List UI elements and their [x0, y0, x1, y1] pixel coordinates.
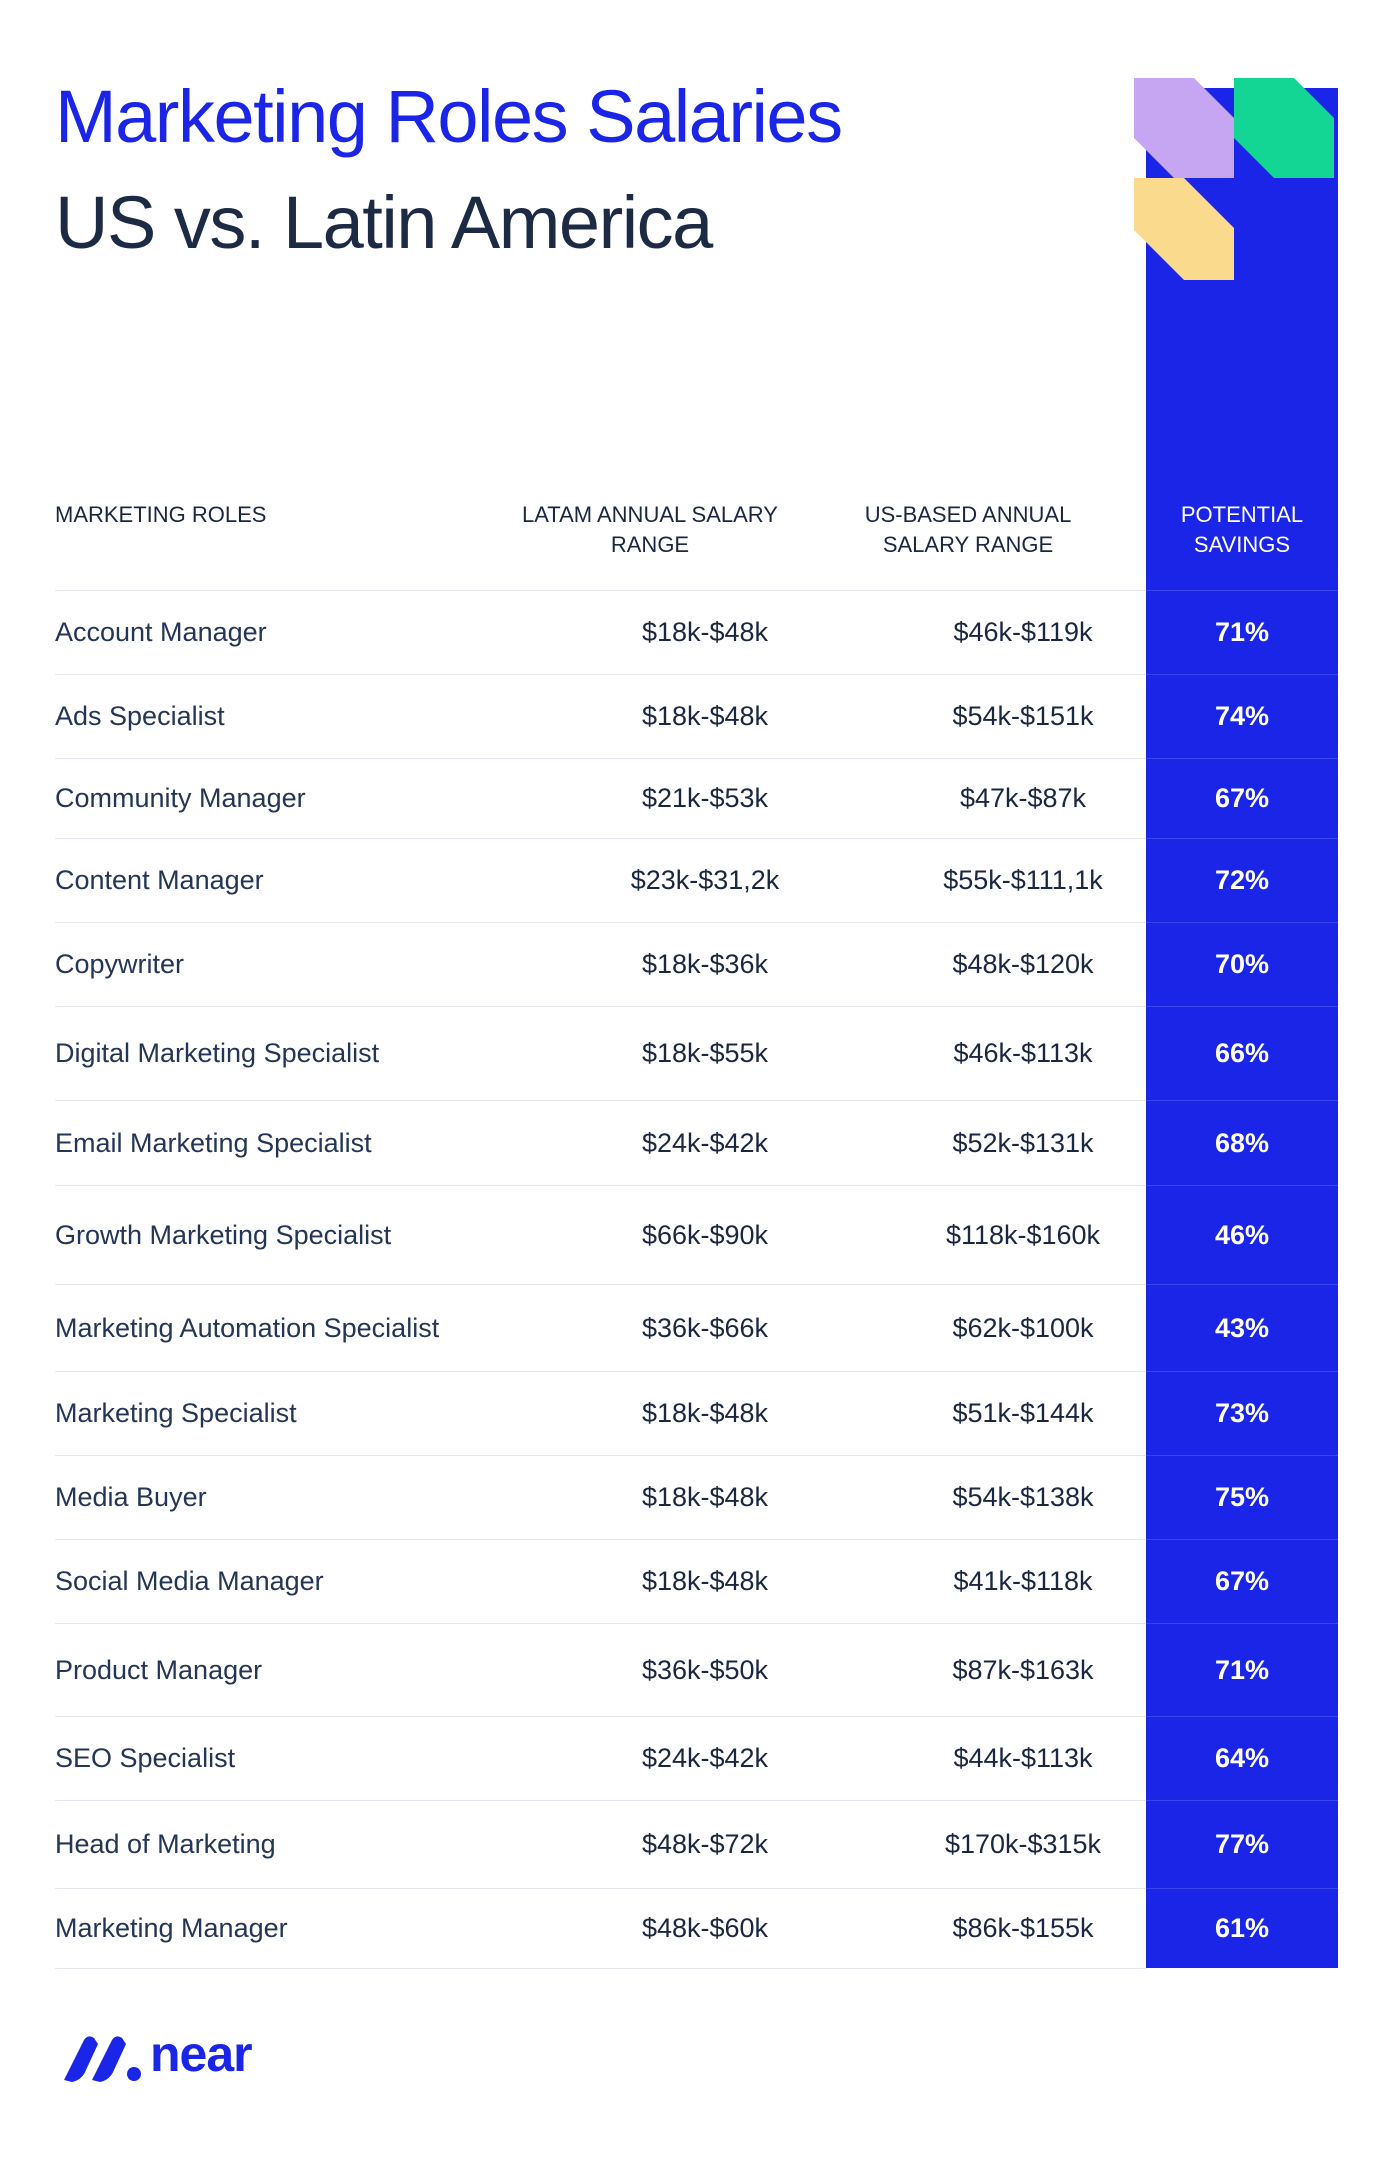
role-cell: Marketing Manager — [55, 1913, 288, 1943]
savings-row-divider — [1146, 1888, 1338, 1889]
savings-row-divider — [1146, 1539, 1338, 1540]
us-salary-cell: $46k-$113k — [953, 1038, 1093, 1068]
latam-salary-cell: $36k-$66k — [641, 1313, 769, 1343]
role-cell: Marketing Specialist — [55, 1398, 297, 1428]
latam-salary-cell: $24k-$42k — [641, 1743, 769, 1773]
purple-shape — [1134, 78, 1234, 178]
role-cell: Email Marketing Specialist — [55, 1128, 372, 1158]
table-bottom-divider — [55, 1968, 1146, 1969]
logo-text: near — [150, 2026, 252, 2082]
role-cell: Head of Marketing — [55, 1829, 276, 1859]
savings-cell: 74% — [1214, 701, 1270, 731]
table-row — [55, 1716, 1338, 1800]
savings-cell: 77% — [1214, 1829, 1270, 1859]
latam-salary-cell: $18k-$48k — [641, 701, 769, 731]
latam-salary-cell: $23k-$31,2k — [630, 865, 780, 895]
savings-row-divider — [1146, 1284, 1338, 1285]
table-row — [55, 1455, 1338, 1539]
table-row — [55, 1800, 1338, 1888]
us-salary-cell: $52k-$131k — [952, 1128, 1094, 1158]
savings-row-divider — [1146, 1100, 1338, 1101]
savings-row-divider — [1146, 922, 1338, 923]
table-row — [55, 1539, 1338, 1623]
table-row — [55, 674, 1338, 758]
savings-row-divider — [1146, 1185, 1338, 1186]
column-header-savings: POTENTIAL SAVINGS — [1180, 502, 1304, 557]
us-salary-cell: $55k-$111,1k — [943, 865, 1103, 895]
role-cell: Product Manager — [55, 1655, 263, 1685]
savings-row-divider — [1146, 674, 1338, 675]
yellow-shape — [1134, 178, 1234, 280]
table-row — [55, 1371, 1338, 1455]
role-cell: Content Manager — [55, 865, 264, 895]
decorative-shapes — [1134, 78, 1350, 288]
savings-row-divider — [1146, 838, 1338, 839]
latam-salary-cell: $48k-$72k — [641, 1829, 769, 1859]
latam-salary-cell: $48k-$60k — [641, 1913, 769, 1943]
latam-salary-cell: $24k-$42k — [641, 1128, 769, 1158]
latam-salary-cell: $36k-$50k — [641, 1655, 769, 1685]
table-row — [55, 758, 1338, 838]
savings-cell: 73% — [1214, 1398, 1270, 1428]
savings-cell: 43% — [1214, 1313, 1270, 1343]
savings-cell: 67% — [1214, 783, 1270, 813]
savings-cell: 66% — [1214, 1038, 1270, 1068]
savings-cell: 70% — [1214, 949, 1270, 979]
table-row — [55, 922, 1338, 1006]
table-row — [55, 1100, 1338, 1185]
us-salary-cell: $54k-$138k — [952, 1482, 1094, 1512]
green-shape — [1234, 78, 1334, 178]
us-salary-cell: $118k-$160k — [945, 1220, 1101, 1250]
savings-cell: 61% — [1214, 1913, 1270, 1943]
table-row — [55, 1006, 1338, 1100]
latam-salary-cell: $18k-$48k — [641, 617, 769, 647]
column-header-us: US-BASED ANNUAL SALARY RANGE — [864, 502, 1072, 557]
savings-cell: 46% — [1214, 1220, 1270, 1250]
us-salary-cell: $46k-$119k — [953, 617, 1093, 647]
column-header-latam: LATAM ANNUAL SALARY RANGE — [522, 502, 778, 557]
us-salary-cell: $170k-$315k — [944, 1829, 1102, 1859]
role-cell: Ads Specialist — [55, 701, 225, 731]
savings-row-divider — [1146, 1800, 1338, 1801]
table-row — [55, 1185, 1338, 1284]
us-salary-cell: $41k-$118k — [953, 1566, 1093, 1596]
role-cell: Community Manager — [55, 783, 306, 813]
us-salary-cell: $44k-$113k — [953, 1743, 1093, 1773]
savings-row-divider — [1146, 1716, 1338, 1717]
savings-cell: 67% — [1214, 1566, 1270, 1596]
role-cell: SEO Specialist — [55, 1743, 236, 1773]
us-salary-cell: $62k-$100k — [952, 1313, 1094, 1343]
latam-salary-cell: $18k-$55k — [641, 1038, 769, 1068]
latam-salary-cell: $18k-$48k — [641, 1482, 769, 1512]
table-row — [55, 838, 1338, 922]
role-cell: Digital Marketing Specialist — [55, 1038, 380, 1068]
savings-row-divider — [1146, 1623, 1338, 1624]
latam-salary-cell: $18k-$48k — [641, 1566, 769, 1596]
latam-salary-cell: $18k-$48k — [641, 1398, 769, 1428]
savings-cell: 68% — [1214, 1128, 1270, 1158]
latam-salary-cell: $18k-$36k — [641, 949, 769, 979]
column-header-roles: MARKETING ROLES — [55, 502, 267, 527]
savings-row-divider — [1146, 1006, 1338, 1007]
latam-salary-cell: $21k-$53k — [641, 783, 769, 813]
us-salary-cell: $54k-$151k — [952, 701, 1094, 731]
savings-cell: 75% — [1214, 1482, 1270, 1512]
us-salary-cell: $87k-$163k — [952, 1655, 1094, 1685]
role-cell: Growth Marketing Specialist — [55, 1220, 392, 1250]
savings-row-divider — [1146, 590, 1338, 591]
near-logo-icon — [58, 2030, 144, 2086]
title-line-1: Marketing Roles Salaries — [55, 75, 842, 158]
role-cell: Copywriter — [55, 949, 185, 979]
savings-cell: 64% — [1214, 1743, 1270, 1773]
savings-cell: 72% — [1214, 865, 1270, 895]
us-salary-cell: $47k-$87k — [959, 783, 1087, 813]
us-salary-cell: $48k-$120k — [952, 949, 1094, 979]
savings-row-divider — [1146, 1371, 1338, 1372]
us-salary-cell: $86k-$155k — [952, 1913, 1094, 1943]
savings-row-divider — [1146, 1455, 1338, 1456]
table-row — [55, 590, 1338, 674]
table-row — [55, 1284, 1338, 1371]
role-cell: Social Media Manager — [55, 1566, 324, 1596]
us-salary-cell: $51k-$144k — [952, 1398, 1094, 1428]
role-cell: Media Buyer — [55, 1482, 207, 1512]
role-cell: Marketing Automation Specialist — [55, 1313, 440, 1343]
table-row — [55, 1623, 1338, 1716]
role-cell: Account Manager — [55, 617, 267, 647]
latam-salary-cell: $66k-$90k — [641, 1220, 769, 1250]
savings-cell: 71% — [1214, 617, 1270, 647]
table-row — [55, 1888, 1338, 1968]
savings-cell: 71% — [1214, 1655, 1270, 1685]
savings-row-divider — [1146, 758, 1338, 759]
title-line-2: US vs. Latin America — [55, 181, 712, 264]
